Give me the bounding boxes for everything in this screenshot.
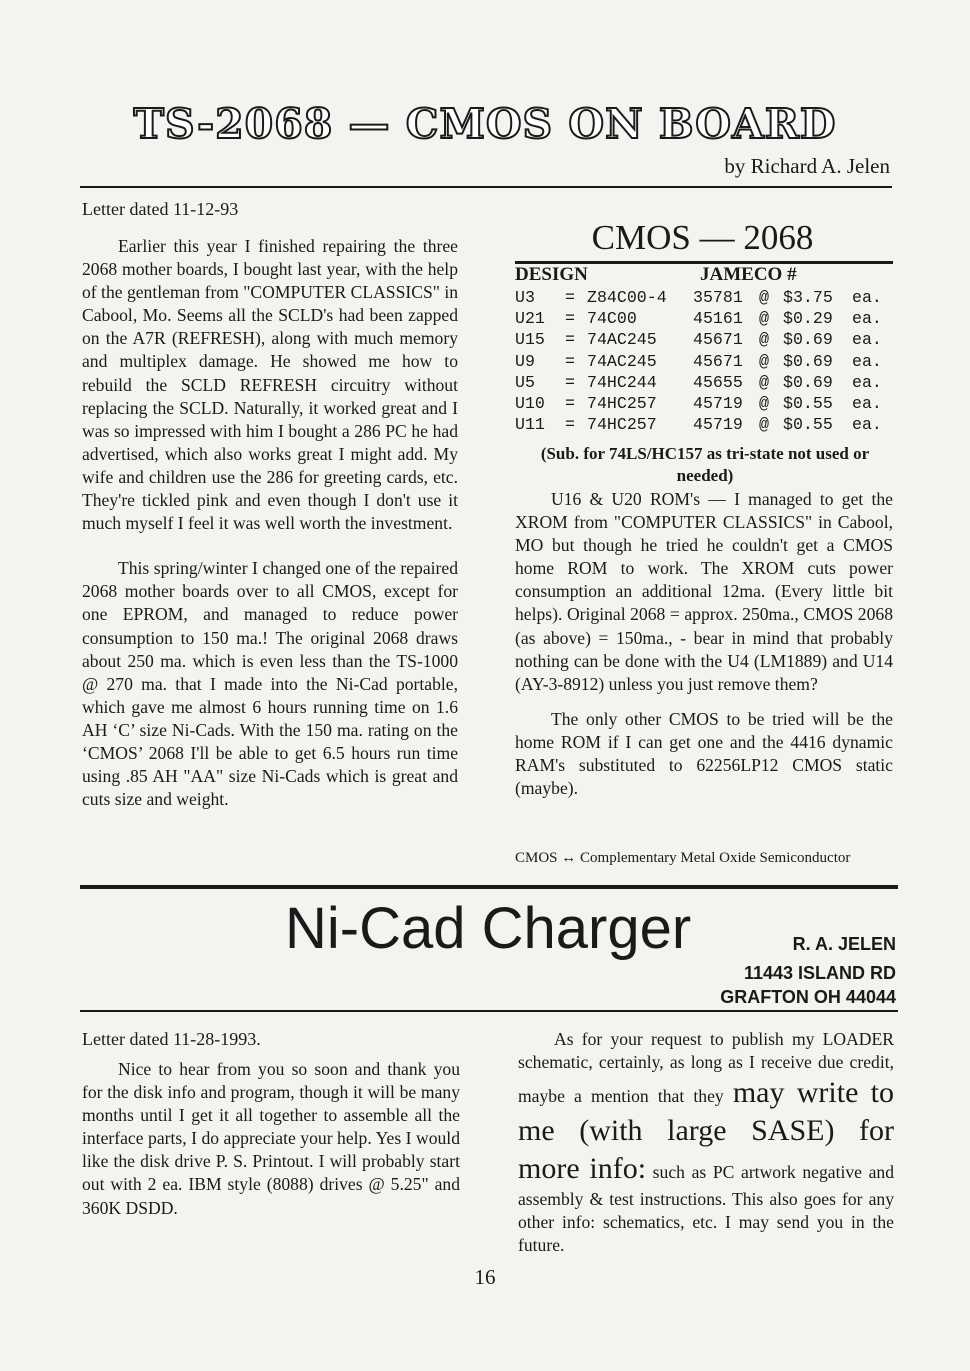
large-text: may write to me (with large SASE) for more info: [518,1076,894,1186]
letter-date: Letter dated 11-12-93 [82,199,239,219]
table-cell: = [565,372,575,392]
table-cell: U11 [515,415,545,435]
table-cell: ea. [852,372,882,392]
table-row [515,330,895,351]
table-row [515,415,895,436]
table-cell: ea. [852,393,882,413]
paragraph: U16 & U20 ROM's — I managed to get the XROM from "COMPUTER CLASSICS" in Cabool, MO but though he tried he couldn't get a CMOS home ROM to work. The XROM cuts power consumption an additional 12ma. (Every little bit helps). Original 2068 = approx. 250ma., CMOS 2068 (as above) = 150ma., - bear in mind that probably nothing can be done with the U4 (LM1889) and U14 (AY-3-8912) unless you just remove them? [515,489,893,694]
sub-note: (Sub. for 74LS/HC157 as tri-state not used or needed) [540,444,870,485]
table-cell: $0.69 [783,330,833,350]
text: As for your request to publish my LOADER schematic, certainly, as long as I receive due credit, maybe a mention that they [518,1029,894,1107]
table-cell: 74HC257 [587,415,657,435]
footnote: CMOS ↔ Complementary Metal Oxide Semiconductor [515,850,851,866]
table-cell: 45161 [693,309,743,329]
address-line-1: 11443 ISLAND RD [743,963,896,983]
table-cell: U21 [515,309,545,329]
table-cell: 45655 [693,372,743,392]
table-cell: ea. [852,288,882,307]
parts-table [515,264,895,436]
table-cell: 74AC245 [587,330,657,350]
table-cell: U3 [515,288,535,307]
table-cell: $0.69 [783,351,833,371]
paragraph: The only other CMOS to be tried will be the home ROM if I can get one and the 4416 dynamic RAM's substituted to 62256LP12 CMOS static (maybe). [515,708,893,799]
table-cell: $0.55 [783,393,833,413]
table-cell: 74HC257 [587,393,657,413]
address-line-2: GRAFTON OH 44044 [720,987,896,1007]
article2-left-column [82,1058,460,1220]
paragraph: This spring/winter I changed one of the repaired 2068 mother boards over to all CMOS, except for one EPROM, and managed to reduce power consumption to 150 ma.! The original 2068 draws about 250 ma. which is even less than the TS-1000 @ 270 ma. that I made into the Ni-Cad portable, which gave me almost 6 hours running time on 1.6 AH ‘C’ size Ni-Cads. With the 150 ma. rating on the ‘CMOS’ 2068 I'll be able to get 6.5 hours run time using .85 AH "AA" size Ni-Cads which is great and cuts size and weight. [82,558,458,810]
table-cell: 45671 [693,330,743,350]
table-cell: ea. [852,351,882,371]
right-column [515,488,893,800]
table-row [515,352,895,373]
table-cell: 45719 [693,415,743,435]
table-cell: 45671 [693,351,743,371]
article-title: TS-2068 — CMOS ON BOARD [133,100,837,148]
table-header [515,264,895,288]
table-cell: ea. [852,330,882,350]
table-cell: @ [759,330,769,350]
table-cell: $0.55 [783,415,833,435]
paragraph: Earlier this year I finished repairing the three 2068 mother boards, I bought last year, with the help of the gentleman from "COMPUTER CLASSICS" in Cabool, Mo. Seems all the SCLD's had been zapped on the A7R (REFRESH), along with much memory and multiplex damage. He showed me how to rebuild the SCLD REFRESH circuitry without replacing the SCLD. Naturally, it worked great and I was so impressed with him I bought a 286 PC he had advertised, which also works great I might add. My wife and children use the 286 for greeting cards, etc. They're tickled pink and even though I don't use it much myself I feel it was well worth the investment. [82,236,459,534]
table-cell: @ [759,393,769,413]
table-cell: = [565,330,575,350]
table-cell: $0.69 [783,372,833,392]
table-cell: @ [759,415,769,435]
table-cell: U10 [515,393,545,413]
table-cell: 74C00 [587,309,637,329]
section-rule [80,885,898,889]
left-column [82,235,458,811]
table-body [515,288,895,436]
table-cell: = [565,415,575,435]
header-rule [80,186,892,188]
table-cell: = [565,393,575,413]
author-name: R. A. JELEN [792,934,896,954]
byline: by Richard A. Jelen [724,154,890,178]
text: such as PC artwork negative and assembly & test instructions. This also goes for any other info: schematics, etc. I may send you in the future. [518,1162,894,1256]
table-cell: $3.75 [783,288,833,307]
table-cell: 74HC244 [587,372,657,392]
table-cell: @ [759,351,769,371]
table-cell: 35781 [693,288,743,307]
table-row [515,288,895,309]
table-cell: U15 [515,330,545,350]
paragraph [518,1028,894,1257]
table-cell: 45719 [693,393,743,413]
table-cell: = [565,309,575,329]
table-cell: ea. [852,415,882,435]
table-cell: @ [759,309,769,329]
header-jameco: JAMECO # [700,264,797,285]
table-cell: Z84C00-4 [587,288,667,307]
table-cell: @ [759,288,769,307]
table-cell: @ [759,372,769,392]
table-cell: U5 [515,372,535,392]
table-row [515,373,895,394]
article2-title: Ni-Cad Charger [285,896,692,961]
paragraph: Nice to hear from you so soon and thank you for the disk info and program, though it will be many months until I get it all together to assemble all the interface parts, I do appreciate your help. Yes I would like the disk drive P. S. Printout. I will probably start out with 2 ea. IBM style (8088) drives @ 5.25" and 360K DSDD. [82,1059,460,1218]
table-row [515,394,895,415]
table-cell: 74AC245 [587,351,657,371]
table-row [515,309,895,330]
table-cell: U9 [515,351,535,371]
table-cell: = [565,288,575,307]
article2-rule [80,1010,898,1012]
page-number: 16 [474,1265,496,1289]
table-cell: $0.29 [783,309,833,329]
article2-right-column [518,1028,894,1257]
table-cell: = [565,351,575,371]
header-design: DESIGN [515,264,588,285]
sidebar-title: CMOS — 2068 [591,218,814,257]
table-cell: ea. [852,309,882,329]
letter-date-2: Letter dated 11-28-1993. [82,1029,261,1049]
